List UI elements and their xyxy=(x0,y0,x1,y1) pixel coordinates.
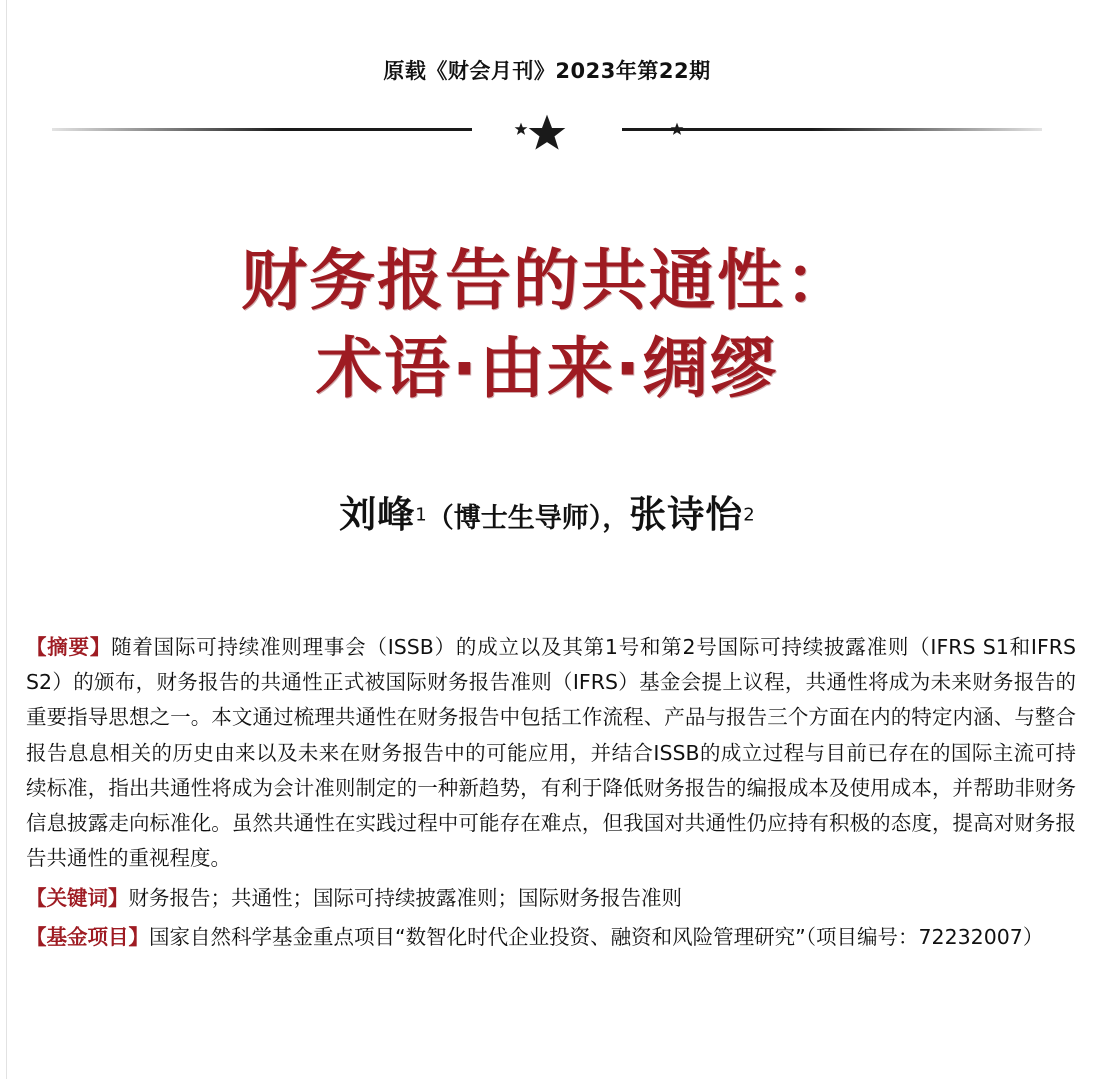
fund-paragraph xyxy=(26,920,1076,955)
author-1-affiliation-marker: 1 xyxy=(415,504,427,526)
keywords-paragraph xyxy=(26,881,1076,916)
small-star-right-icon xyxy=(670,122,684,136)
abstract-section xyxy=(26,630,1076,955)
keywords-label: 【关键词】 xyxy=(26,885,129,910)
fund-text: 国家自然科学基金重点项目“数智化时代企业投资、融资和风险管理研究”（项目编号：72232007） xyxy=(149,924,1044,949)
author-2-affiliation-marker: 2 xyxy=(743,504,755,526)
divider-line-left xyxy=(52,128,472,131)
decorative-divider xyxy=(52,107,1042,151)
author-2-name: 张诗怡 xyxy=(629,492,744,536)
abstract-paragraph xyxy=(26,630,1076,877)
page-edge-strip xyxy=(0,0,7,1079)
title-line-2: 术语·由来·绸缪 xyxy=(315,330,779,408)
author-1-name: 刘峰 xyxy=(339,492,416,536)
author-byline xyxy=(0,484,1094,538)
abstract-label: 【摘要】 xyxy=(26,634,112,659)
fund-label: 【基金项目】 xyxy=(26,924,149,949)
article-title xyxy=(0,237,1094,414)
author-1-role: （博士生导师） xyxy=(426,502,603,534)
abstract-text: 随着国际可持续准则理事会（ISSB）的成立以及其第1号和第2号国际可持续披露准则（IFRS S1和IFRS S2）的颁布，财务报告的共通性正式被国际财务报告准则（IFRS）基金会提上议程，共通性将成为未来财务报告的重要指导思想之一。本文通过梳理共通性在财务报告中包括工作流程、产品与报告三个方面在内的特定内涵、与整合报告息息相关的历史由来以及未来在财务报告中的可能应用，并结合ISSB的成立过程与目前已存在的国际主流可持续标准，指出共通性将成为会计准则制定的一种新趋势，有利于降低财务报告的编报成本及使用成本，并帮助非财务信息披露走向标准化。虽然共通性在实践过程中可能存在难点，但我国对共通性仍应持有积极的态度，提高对财务报告共通性的重视程度。 xyxy=(26,634,1077,871)
center-star-icon xyxy=(527,113,567,153)
journal-source-line: 原载《财会月刊》2023年第22期 xyxy=(383,59,711,83)
title-line-1: 财务报告的共通性： xyxy=(241,242,853,319)
author-separator: ， xyxy=(602,502,630,534)
small-star-left-icon xyxy=(514,122,528,136)
keywords-text: 财务报告；共通性；国际可持续披露准则；国际财务报告准则 xyxy=(128,885,682,910)
divider-line-right xyxy=(622,128,1042,131)
